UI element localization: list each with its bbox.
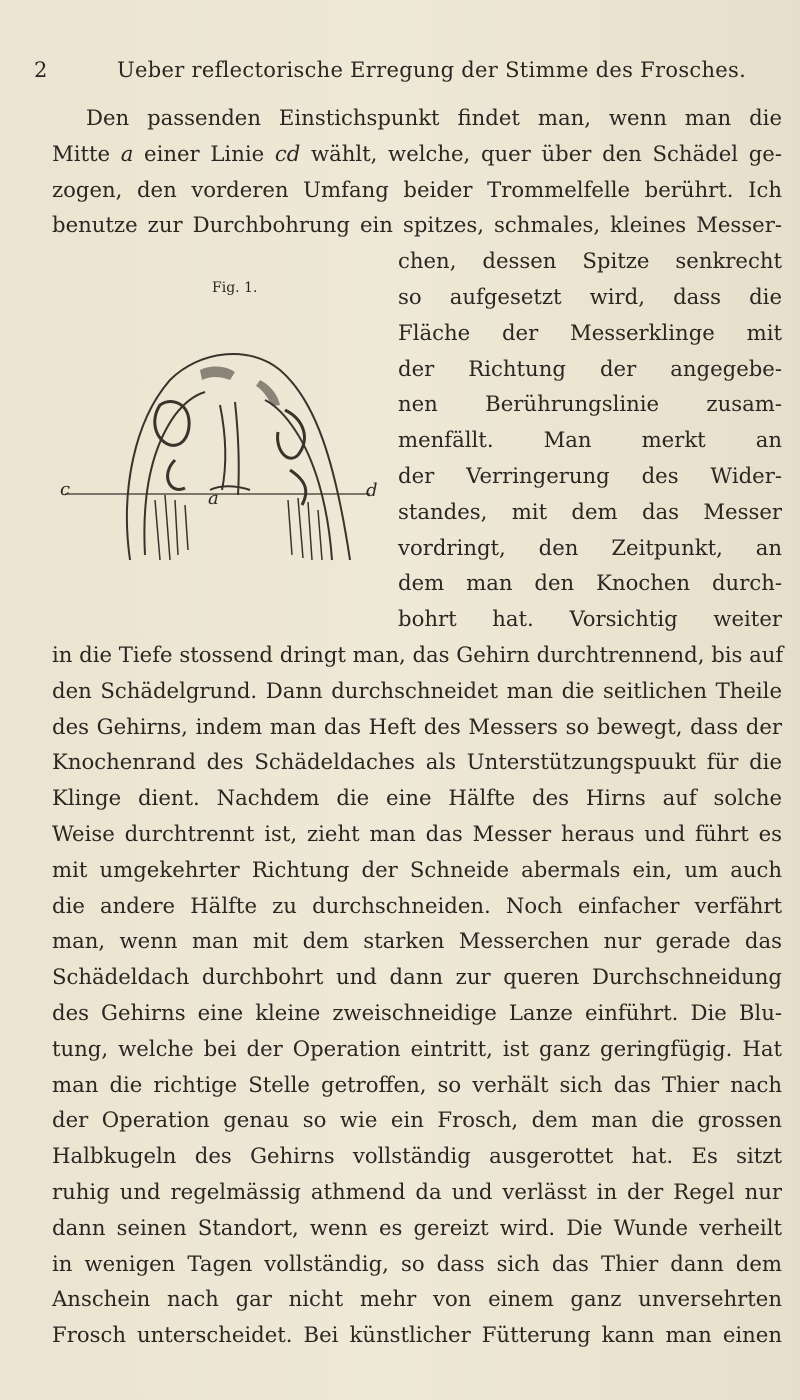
text-line: benutze zur Durchbohrung ein spitzes, schmales, kleines Messer- [52, 212, 782, 238]
text-line: tung, welche bei der Operation eintritt, ist ganz geringfügig. Hat [52, 1035, 782, 1061]
page-number: 2 [34, 58, 48, 82]
text-line: mit umgekehrter Richtung der Schneide abermals ein, um auch [52, 856, 782, 882]
figure-label: Fig. 1. [212, 280, 258, 296]
text-line: Frosch unterscheidet. Bei künstlicher Fütterung kann man einen [52, 1322, 782, 1348]
text-line-narrow: chen, dessen Spitze senkrecht [398, 248, 782, 274]
text-line: in die Tiefe stossend dringt man, das Gehirn durchtrennend, bis auf [52, 641, 784, 667]
text-line: Anschein nach gar nicht mehr von einem ganz unversehrten [52, 1286, 782, 1312]
body-text [52, 100, 782, 1353]
text-line: die andere Hälfte zu durchschneiden. Noch einfacher verfährt [52, 892, 782, 918]
text-line: man die richtige Stelle getroffen, so verhält sich das Thier nach [52, 1071, 782, 1097]
text-line: Den passenden Einstichspunkt findet man, wenn man die [86, 105, 782, 130]
text-line-narrow: Fläche der Messerklinge mit [398, 319, 782, 345]
text-line: man, wenn man mit dem starken Messerchen nur gerade das [52, 928, 782, 954]
text-line: Mitte a einer Linie cd wählt, welche, quer über den Schädel ge- [52, 140, 782, 166]
figure-letter-c: c [60, 479, 71, 500]
text-line-narrow: vordringt, den Zeitpunkt, an [398, 534, 782, 560]
text-line: des Gehirns eine kleine zweischneidige Lanze einführt. Die Blu- [52, 999, 782, 1025]
text-line-narrow: nen Berührungslinie zusam- [398, 391, 782, 417]
text-line: Klinge dient. Nachdem die eine Hälfte des Hirns auf solche [52, 785, 782, 811]
text-line-narrow: dem man den Knochen durch- [398, 570, 782, 596]
text-line: den Schädelgrund. Dann durchschneidet man die seitlichen Theile [52, 677, 782, 703]
text-line-narrow: standes, mit dem das Messer [398, 498, 782, 524]
running-title: Ueber reflectorische Erregung der Stimme des Frosches. [117, 58, 747, 82]
text-line: Schädeldach durchbohrt und dann zur queren Durchschneidung [52, 964, 782, 990]
text-line-narrow: der Verringerung des Wider- [398, 462, 782, 488]
text-line: zogen, den vorderen Umfang beider Trommelfelle berührt. Ich [52, 176, 782, 202]
text-line: in wenigen Tagen vollständig, so dass sich das Thier dann dem [52, 1250, 782, 1276]
running-header [34, 50, 760, 90]
text-line-narrow: so aufgesetzt wird, dass die [398, 283, 782, 309]
text-line: des Gehirns, indem man das Heft des Messers so bewegt, dass der [52, 713, 782, 739]
text-line-narrow: menfällt. Man merkt an [398, 427, 782, 453]
figure-letter-d: d [366, 480, 378, 501]
text-line: Weise durchtrennt ist, zieht man das Messer heraus und führt es [52, 820, 782, 846]
text-line: dann seinen Standort, wenn es gereizt wird. Die Wunde verheilt [52, 1214, 782, 1240]
text-line-narrow: der Richtung der angegebe- [398, 355, 782, 381]
text-line: ruhig und regelmässig athmend da und verlässt in der Regel nur [52, 1178, 782, 1204]
text-line: Halbkugeln des Gehirns vollständig ausgerottet hat. Es sitzt [52, 1143, 782, 1169]
text-line-narrow: bohrt hat. Vorsichtig weiter [398, 606, 782, 632]
text-line: Knochenrand des Schädeldaches als Unterstützungspuukt für die [52, 749, 782, 775]
figure-letter-a: a [208, 488, 219, 509]
text-line: der Operation genau so wie ein Frosch, dem man die grossen [52, 1107, 782, 1133]
